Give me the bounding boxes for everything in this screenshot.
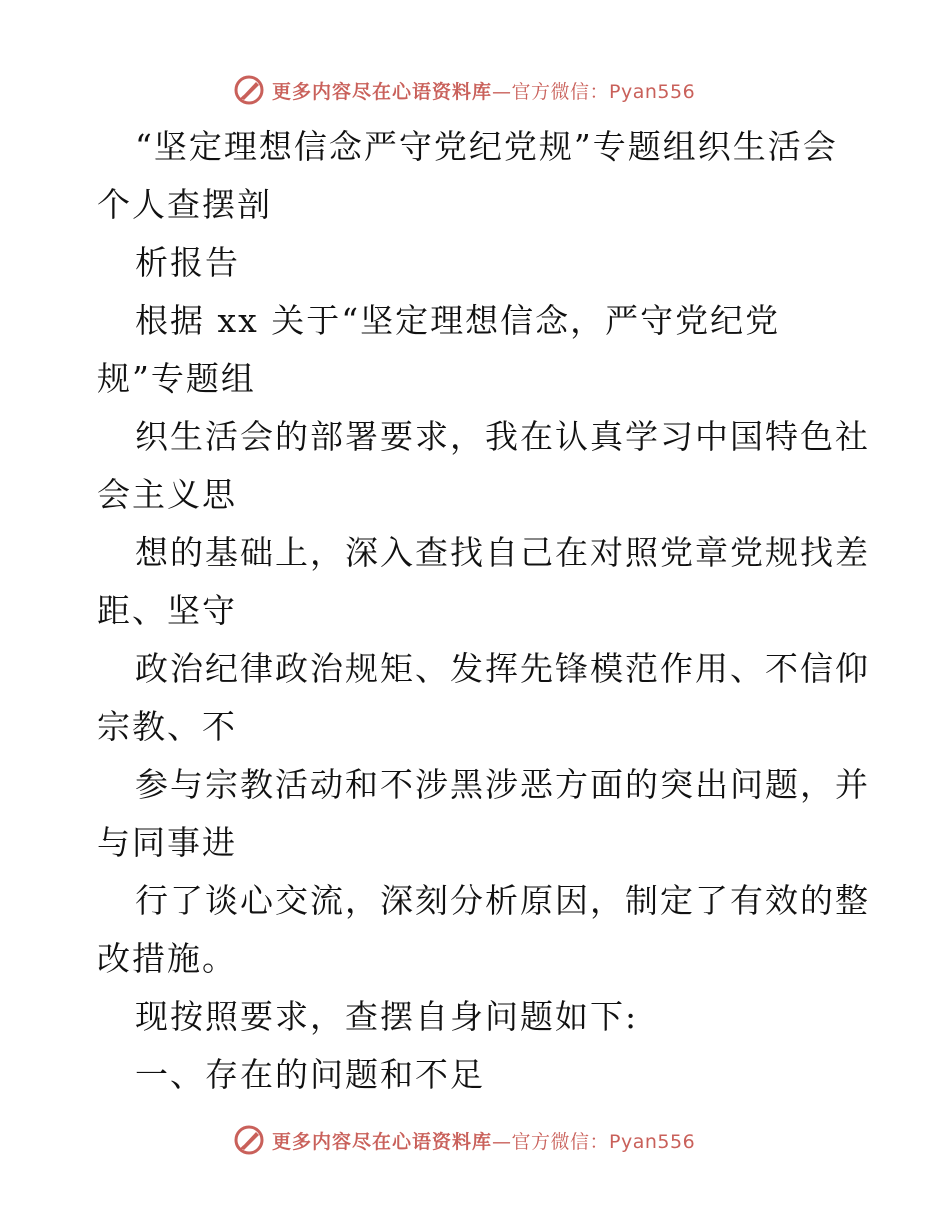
paragraph-line: 与同事进 bbox=[97, 823, 237, 862]
banner-main-text: 更多内容尽在心语资料库 bbox=[272, 1130, 493, 1153]
banner-sub-text: —官方微信：Pyan556 bbox=[492, 80, 696, 103]
paragraph-line: 宗教、不 bbox=[97, 707, 237, 746]
paragraph-line: 想的基础上，深入查找自己在对照党章党规找差 bbox=[135, 533, 870, 572]
footer-banner bbox=[232, 1122, 695, 1158]
paragraph-line: 距、坚守 bbox=[97, 591, 237, 630]
paragraph-line: 改措施。 bbox=[97, 939, 237, 978]
paragraph-line: 织生活会的部署要求，我在认真学习中国特色社 bbox=[135, 417, 870, 456]
banner-main-text: 更多内容尽在心语资料库 bbox=[272, 80, 493, 103]
paragraph-line: 会主义思 bbox=[97, 475, 237, 514]
paragraph-line: 行了谈心交流，深刻分析原因，制定了有效的整 bbox=[135, 881, 870, 920]
title-line-2: 个人查摆剖 bbox=[97, 185, 272, 224]
paragraph-line: 规”专题组 bbox=[97, 359, 256, 398]
header-banner bbox=[232, 72, 695, 108]
paragraph-line: 政治纪律政治规矩、发挥先锋模范作用、不信仰 bbox=[135, 649, 870, 688]
title-line-3: 析报告 bbox=[135, 243, 240, 282]
document-body bbox=[97, 118, 870, 1104]
section-heading: 一、存在的问题和不足 bbox=[135, 1055, 485, 1094]
quill-logo-icon bbox=[232, 1123, 266, 1157]
banner-sub-text: —官方微信：Pyan556 bbox=[492, 1130, 696, 1153]
paragraph-line: 根据 xx 关于“坚定理想信念，严守党纪党 bbox=[135, 301, 781, 340]
paragraph-line: 参与宗教活动和不涉黑涉恶方面的突出问题，并 bbox=[135, 765, 870, 804]
quill-logo-icon bbox=[232, 73, 266, 107]
title-line-1: “坚定理想信念严守党纪党规”专题组织生活会 bbox=[135, 127, 838, 166]
paragraph-line: 现按照要求，查摆自身问题如下: bbox=[135, 997, 639, 1036]
